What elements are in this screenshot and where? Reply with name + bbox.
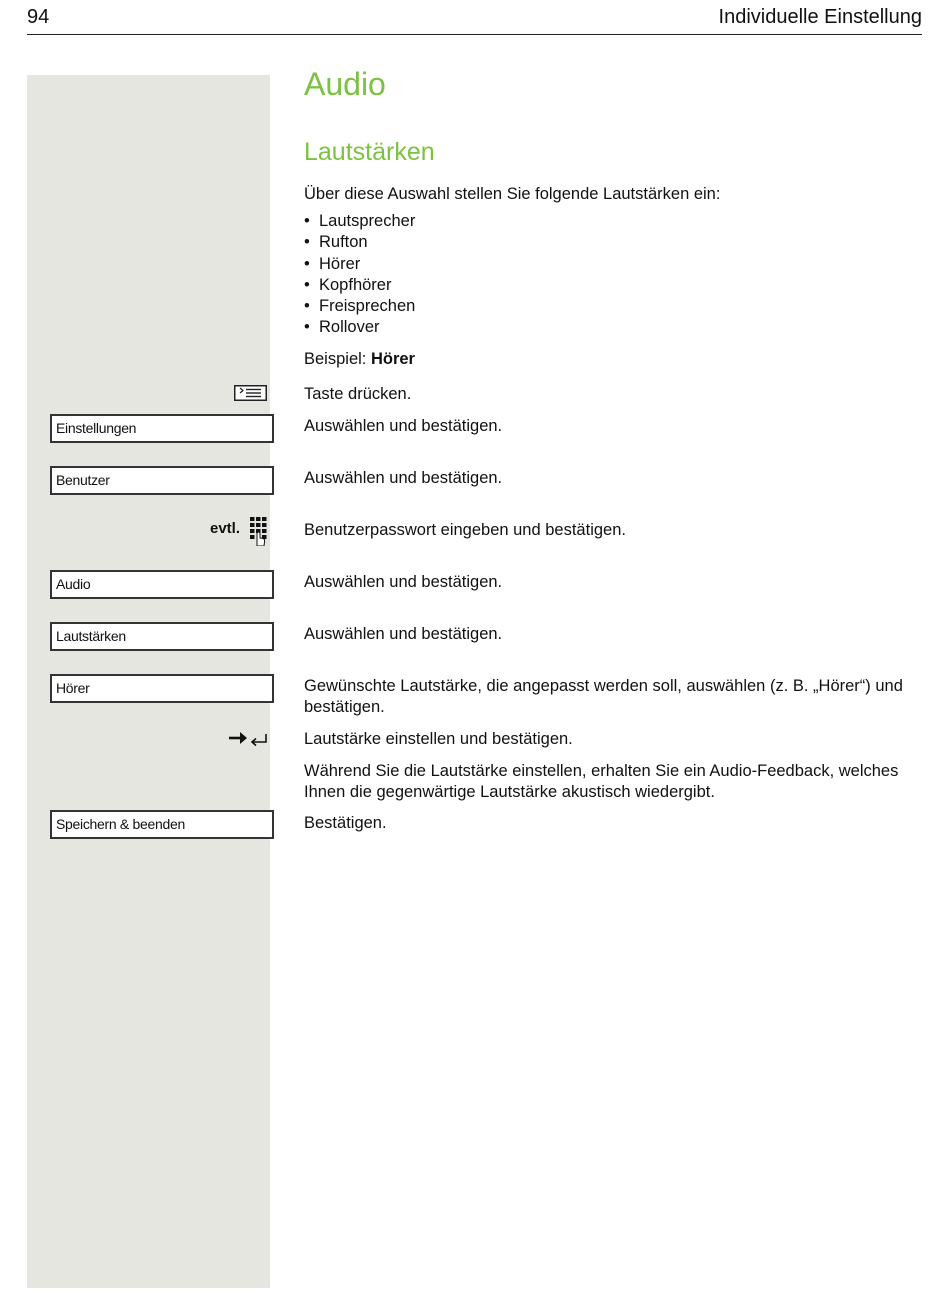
menu-item-handset[interactable]: Hörer [50, 674, 274, 703]
step-choose-volume-text: Gewünschte Lautstärke, die angepasst werden soll, auswählen (z. B. „Hörer“) und bestätigen. [304, 677, 903, 716]
step-press-key: Taste drücken. [304, 385, 412, 403]
navigation-arrows-icon [228, 728, 268, 753]
step-password-text: Benutzerpasswort eingeben und bestätigen. [304, 521, 626, 539]
keypad-icon [249, 516, 269, 551]
list-item: • Freisprechen [304, 296, 415, 317]
example-line [304, 349, 920, 370]
list-item: • Lautsprecher [304, 211, 415, 232]
list-item: • Hörer [304, 254, 415, 275]
volume-type-list [304, 211, 415, 339]
menu-item-user[interactable]: Benutzer [50, 466, 274, 495]
section-heading: Lautstärken [304, 138, 435, 166]
page-number: 94 [27, 6, 50, 28]
optional-label: evtl. [210, 520, 241, 537]
example-value: Hörer [370, 350, 415, 368]
menu-item-volumes[interactable]: Lautstärken [50, 622, 274, 651]
page-heading: Audio [304, 66, 386, 102]
step-adjust-text: Lautstärke einstellen und bestätigen. [304, 730, 573, 748]
step-confirm-text: Bestätigen. [304, 814, 387, 832]
menu-key-icon [234, 385, 267, 406]
menu-item-save-exit[interactable]: Speichern & beenden [50, 810, 274, 839]
list-item: • Rollover [304, 317, 415, 338]
section-title: Individuelle Einstellung [718, 6, 922, 28]
step-settings-text: Auswählen und bestätigen. [304, 417, 503, 435]
list-item: • Kopfhörer [304, 275, 415, 296]
example-label: Beispiel: [304, 350, 371, 368]
menu-item-settings[interactable]: Einstellungen [50, 414, 274, 443]
step-user-text: Auswählen und bestätigen. [304, 469, 503, 487]
intro-text: Über diese Auswahl stellen Sie folgende Lautstärken ein: [304, 185, 721, 203]
page-header [27, 6, 922, 35]
step-volumes-text: Auswählen und bestätigen. [304, 625, 503, 643]
feedback-note: Während Sie die Lautstärke einstellen, erhalten Sie ein Audio-Feedback, welches Ihnen die gegenwärtige Lautstärke akustisch wiedergibt. [304, 762, 899, 801]
step-audio-text: Auswählen und bestätigen. [304, 573, 503, 591]
list-item: • Rufton [304, 232, 415, 253]
menu-item-audio[interactable]: Audio [50, 570, 274, 599]
